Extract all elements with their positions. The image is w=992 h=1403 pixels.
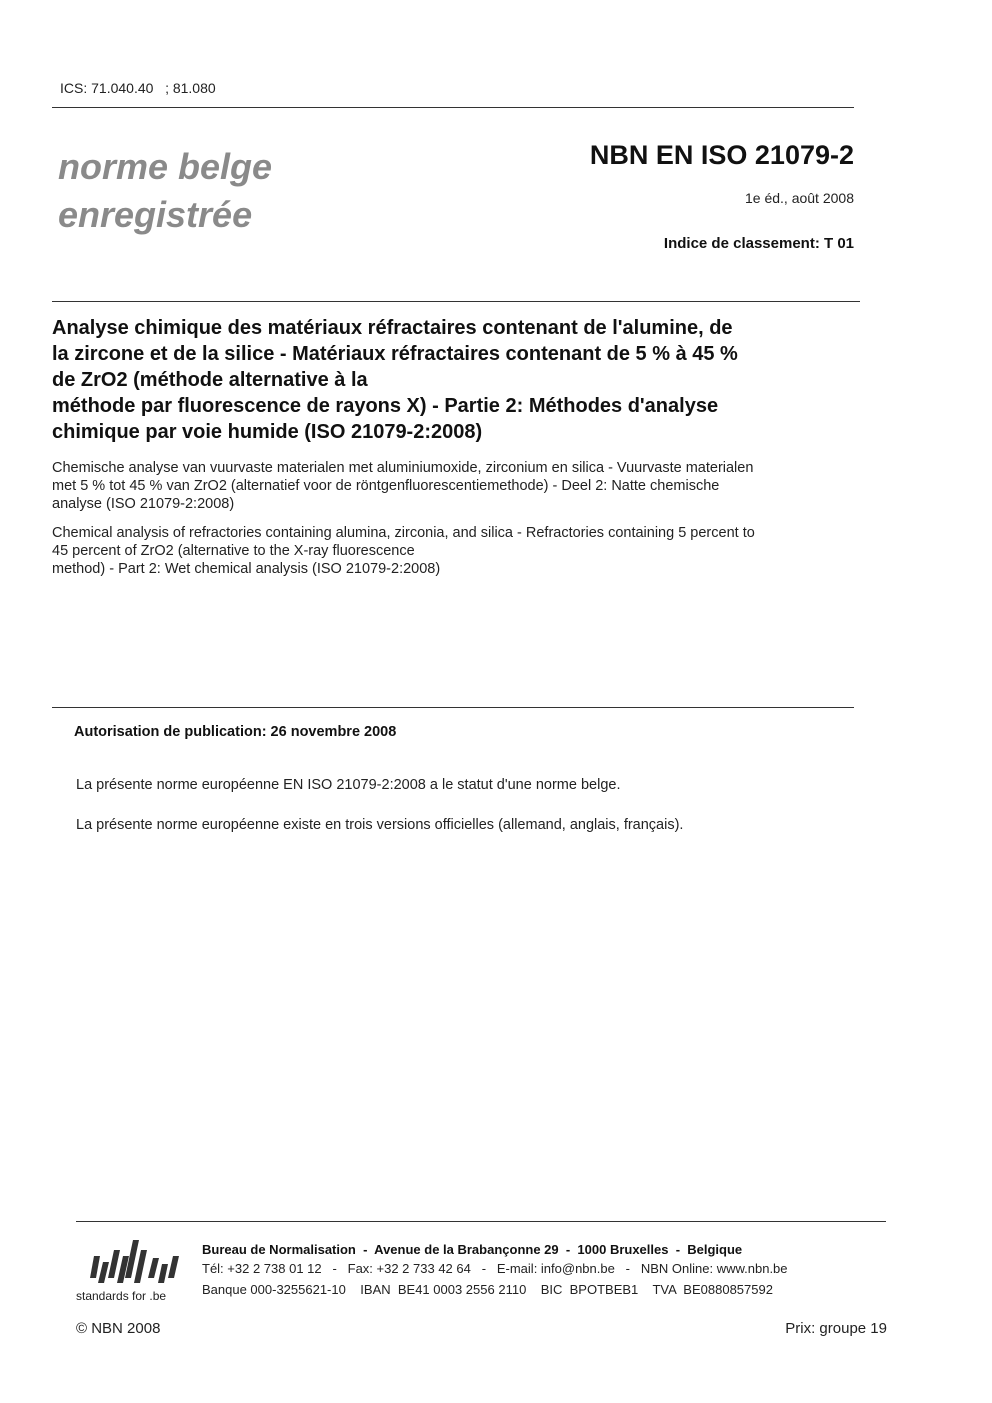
versions-paragraph: La présente norme européenne existe en trois versions officielles (allemand, anglais, français). — [76, 817, 684, 833]
title-dutch — [52, 459, 872, 513]
logo-tagline: standards for .be — [76, 1289, 167, 1303]
norme-line-1: norme belge — [58, 146, 273, 187]
title-fr-line: chimique par voie humide (ISO 21079-2:2008) — [52, 421, 483, 443]
title-en-line: 45 percent of ZrO2 (alternative to the X-ray fluorescence — [52, 543, 415, 559]
footer-divider — [76, 1221, 886, 1222]
title-fr-line: méthode par fluorescence de rayons X) - Partie 2: Méthodes d'analyse — [52, 395, 719, 417]
title-nl-line: Chemische analyse van vuurvaste materialen met aluminiumoxide, zirconium en silica - Vuurvaste materialen — [52, 460, 754, 476]
title-en-line: Chemical analysis of refractories containing alumina, zirconia, and silica - Refractories containing 5 percent to — [52, 525, 755, 541]
top-divider — [52, 107, 854, 108]
title-fr-line: la zircone et de la silice - Matériaux réfractaires contenant de 5 % à 45 % — [52, 343, 738, 365]
classification-index: Indice de classement: T 01 — [663, 235, 854, 252]
address-line-1: Bureau de Normalisation - Avenue de la Brabançonne 29 - 1000 Bruxelles - Belgique — [202, 1242, 743, 1257]
body-divider — [52, 707, 854, 708]
edition-date: 1e éd., août 2008 — [745, 190, 854, 206]
title-en-line: method) - Part 2: Wet chemical analysis (ISO 21079-2:2008) — [52, 561, 441, 577]
title-fr-line: de ZrO2 (méthode alternative à la — [52, 369, 368, 391]
norme-line-2: enregistrée — [58, 194, 253, 235]
title-french — [52, 315, 872, 445]
norme-belge-heading — [58, 143, 272, 239]
title-nl-line: analyse (ISO 21079-2:2008) — [52, 496, 235, 512]
price-group: Prix: groupe 19 — [785, 1320, 887, 1337]
ics-code: ICS: 71.040.40 ; 81.080 — [60, 80, 216, 96]
address-line-3: Banque 000-3255621-10 IBAN BE41 0003 2556 2110 BIC BPOTBEB1 TVA BE0880857592 — [202, 1282, 773, 1297]
status-paragraph: La présente norme européenne EN ISO 21079-2:2008 a le statut d'une norme belge. — [76, 777, 621, 793]
title-english — [52, 524, 872, 578]
title-nl-line: met 5 % tot 45 % van ZrO2 (alternatief voor de röntgenfluorescentiemethode) - Deel 2: Natte chemische — [52, 478, 720, 494]
publication-authorization: Autorisation de publication: 26 novembre 2008 — [74, 724, 397, 740]
copyright: © NBN 2008 — [76, 1320, 161, 1337]
standard-number: NBN EN ISO 21079-2 — [589, 140, 854, 170]
title-fr-line: Analyse chimique des matériaux réfractaires contenant de l'alumine, de — [52, 317, 733, 339]
address-line-2: Tél: +32 2 738 01 12 - Fax: +32 2 733 42 64 - E-mail: info@nbn.be - NBN Online: www.nbn.be — [202, 1261, 788, 1276]
title-divider — [52, 301, 860, 302]
